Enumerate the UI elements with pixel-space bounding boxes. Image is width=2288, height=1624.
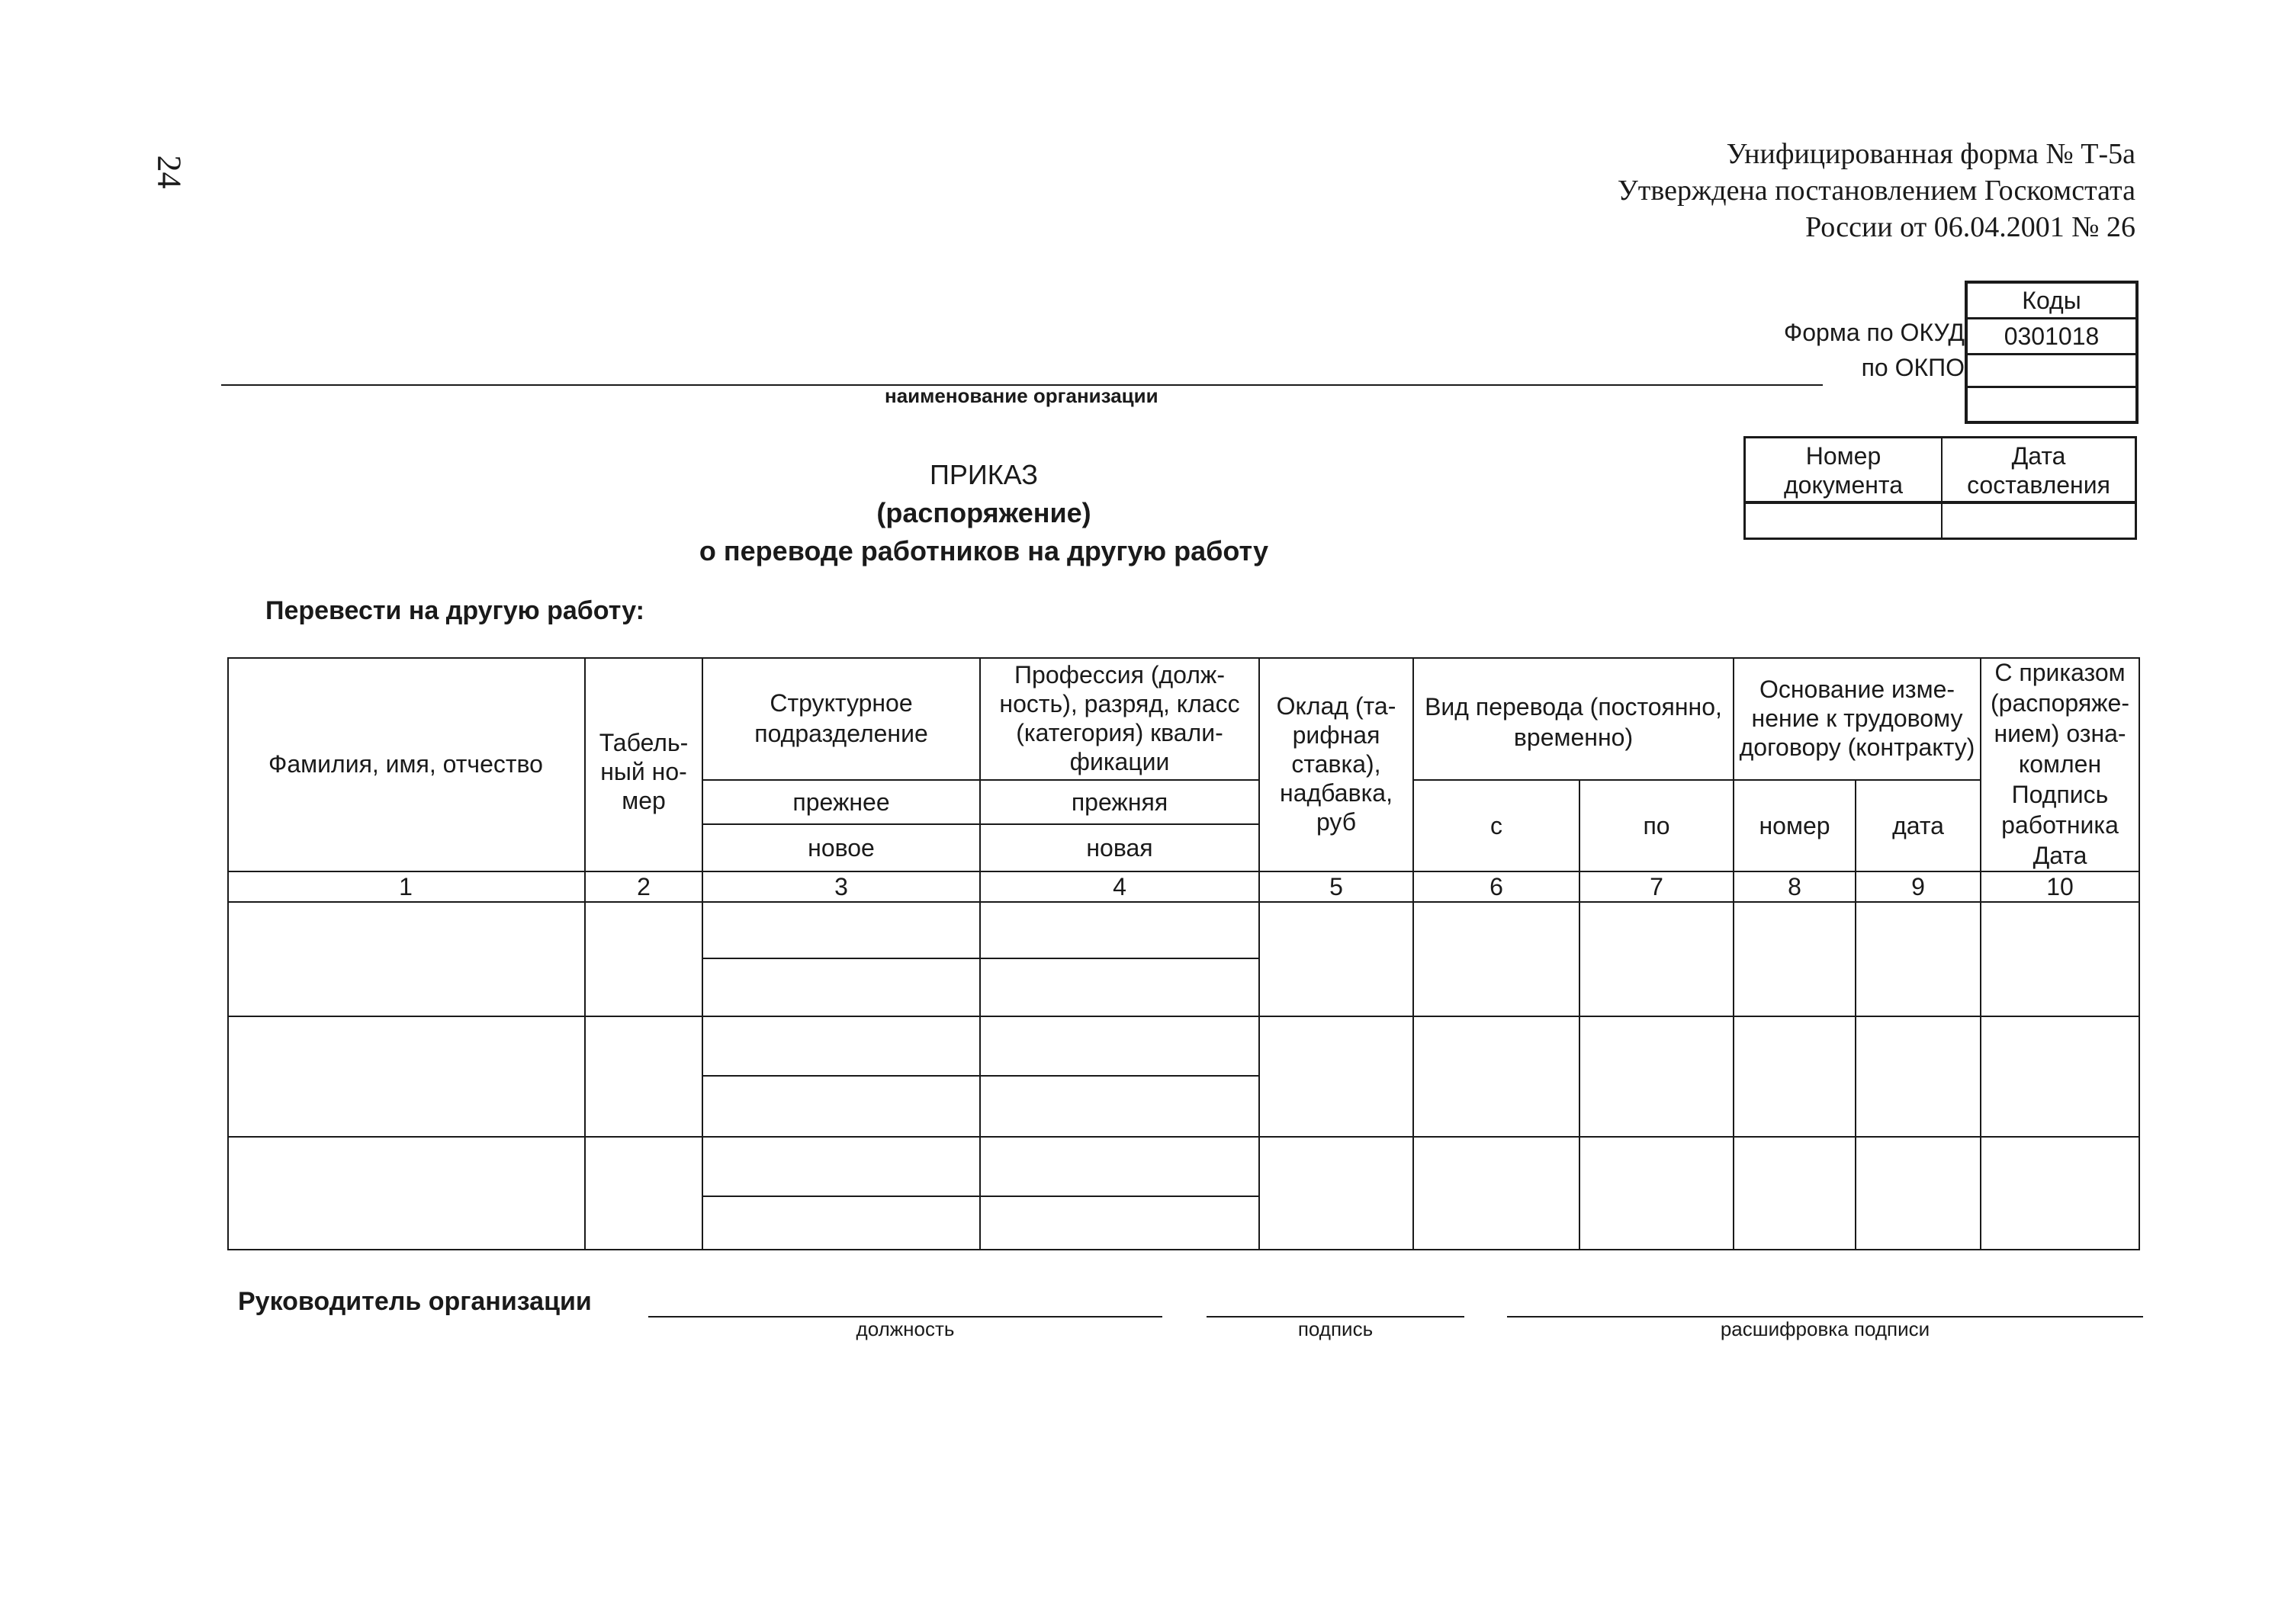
okpo-value — [1968, 355, 2135, 388]
header-basis-date: дата — [1892, 812, 1944, 839]
header-transfer-from: с — [1490, 812, 1502, 839]
okud-value: 0301018 — [1968, 319, 2135, 355]
intro-text: Перевести на другую работу: — [265, 596, 644, 625]
date-label — [1943, 441, 2135, 499]
signature-caption: подпись — [1297, 1317, 1374, 1340]
date-label-line1: Дата — [2011, 442, 2066, 470]
position-caption: должность — [856, 1317, 955, 1340]
document-title — [595, 456, 1373, 570]
col-number-2: 2 — [637, 873, 651, 900]
header-basis-number: номер — [1759, 812, 1830, 839]
codes-box — [1965, 281, 2139, 424]
header-transfer-to: по — [1643, 812, 1670, 839]
header-salary: Оклад (та-рифная ставка), надбавка, руб — [1276, 692, 1396, 836]
title-line3: о переводе работников на другую работу — [699, 535, 1269, 566]
transfer-table — [227, 657, 2140, 1250]
header-department: Структурное подразделение — [754, 689, 928, 747]
footer-label: Руководитель организации — [238, 1287, 592, 1316]
codes-title: Коды — [1968, 284, 2135, 319]
okpo-label: по ОКПО — [1861, 354, 1965, 381]
okud-label: Форма по ОКУД — [1783, 319, 1965, 346]
header-department-prev: прежнее — [792, 788, 890, 816]
header-tab-number: Табель-ный но-мер — [599, 729, 689, 814]
date-label-line2: составления — [1967, 471, 2110, 499]
number-label-line1: Номер — [1805, 442, 1881, 470]
page-number: 24 — [150, 155, 188, 189]
col-number-9: 9 — [1911, 873, 1925, 900]
number-label — [1746, 441, 1941, 499]
col-number-10: 10 — [2046, 873, 2074, 900]
col-number-6: 6 — [1489, 873, 1503, 900]
header-acknowledged: С приказом (распоряже-нием) озна-комлен Подпись работника Дата — [1991, 659, 2129, 869]
header-transfer-type: Вид перевода (постоянно, временно) — [1425, 693, 1722, 751]
header-basis: Основание изме-нение к трудовому договору (контракту) — [1739, 676, 1975, 761]
header-profession: Профессия (долж-ность), разряд, класс (категория) квали-фикации — [999, 661, 1240, 775]
title-line2: (распоряжение) — [876, 497, 1091, 528]
approval-date-line: России от 06.04.2001 № 26 — [1805, 211, 2135, 243]
header-profession-new: новая — [1086, 834, 1153, 862]
col-number-5: 5 — [1329, 873, 1343, 900]
col-number-8: 8 — [1788, 873, 1801, 900]
title-line1: ПРИКАЗ — [929, 459, 1039, 490]
header-department-new: новое — [808, 834, 875, 862]
org-caption: наименование организации — [885, 384, 1158, 407]
col-number-4: 4 — [1113, 873, 1126, 900]
decode-caption: расшифровка подписи — [1720, 1317, 1930, 1340]
doc-number-box — [1743, 436, 2137, 540]
approval-line: Утверждена постановлением Госкомстата — [1617, 175, 2135, 207]
col-number-7: 7 — [1650, 873, 1663, 900]
number-label-line2: документа — [1783, 471, 1904, 499]
col-number-3: 3 — [834, 873, 848, 900]
header-full-name: Фамилия, имя, отчество — [268, 750, 543, 778]
form-code-line: Унифицированная форма № Т-5а — [1726, 138, 2135, 170]
col-number-1: 1 — [399, 873, 413, 900]
header-profession-prev: прежняя — [1071, 788, 1168, 816]
